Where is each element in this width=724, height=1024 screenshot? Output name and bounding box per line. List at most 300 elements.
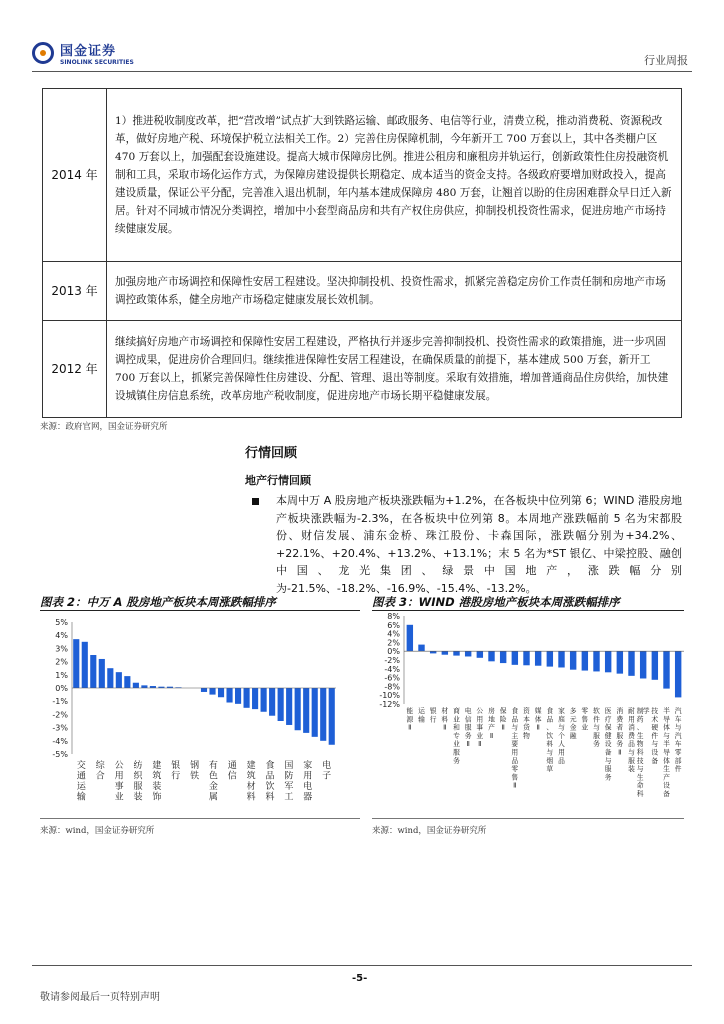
bullet-paragraph — [252, 492, 682, 597]
svg-text:品: 品 — [628, 740, 635, 749]
svg-text:用: 用 — [114, 771, 124, 782]
svg-text:钢: 钢 — [190, 761, 200, 771]
svg-text:服: 服 — [593, 731, 600, 740]
bar — [244, 688, 250, 708]
svg-text:产: 产 — [663, 773, 670, 782]
disclaimer: 敬请参阅最后一页特别声明 — [40, 992, 160, 1003]
bar — [430, 651, 436, 653]
y-tick-label: -4% — [384, 664, 400, 674]
svg-text:消: 消 — [616, 707, 624, 715]
bar — [488, 651, 494, 661]
svg-text:电: 电 — [464, 707, 472, 715]
svg-text:有: 有 — [208, 761, 218, 771]
bar — [278, 688, 284, 721]
logo-icon — [32, 42, 54, 64]
svg-text:品: 品 — [265, 771, 275, 782]
svg-text:零: 零 — [674, 748, 682, 757]
svg-text:人: 人 — [558, 740, 565, 749]
svg-text:料: 料 — [441, 715, 449, 724]
y-tick-label: -6% — [384, 673, 400, 683]
bar — [640, 651, 646, 678]
svg-text:健: 健 — [604, 731, 612, 740]
svg-text:服: 服 — [464, 723, 472, 732]
x-tick-label — [465, 706, 472, 748]
bar — [570, 651, 576, 669]
bar — [418, 645, 424, 652]
svg-text:Ⅱ: Ⅱ — [443, 723, 447, 732]
svg-text:车: 车 — [674, 740, 682, 749]
section-subtitle: 地产行情回顾 — [245, 474, 311, 487]
x-tick-label — [133, 759, 143, 803]
svg-text:业: 业 — [476, 731, 484, 740]
svg-text:险: 险 — [499, 715, 507, 724]
svg-text:电: 电 — [303, 782, 313, 792]
x-tick-label — [303, 759, 312, 803]
svg-text:导: 导 — [663, 715, 670, 724]
svg-text:防: 防 — [284, 771, 294, 782]
bar — [617, 651, 623, 673]
bar — [201, 688, 207, 692]
bar — [73, 639, 79, 688]
svg-text:业: 业 — [453, 715, 460, 724]
y-tick-label: 6% — [387, 620, 400, 630]
x-tick-label — [228, 760, 237, 782]
svg-text:信: 信 — [464, 715, 472, 724]
x-tick-label — [265, 759, 274, 803]
svg-text:输: 输 — [418, 715, 425, 724]
svg-text:品: 品 — [546, 715, 554, 724]
bar — [628, 651, 634, 676]
y-tick-label: 1% — [55, 670, 68, 680]
svg-text:、: 、 — [546, 723, 554, 732]
svg-text:Ⅱ: Ⅱ — [408, 723, 412, 732]
svg-text:多: 多 — [569, 707, 577, 715]
svg-text:服: 服 — [453, 748, 460, 757]
y-tick-label: 4% — [55, 631, 68, 641]
svg-text:、: 、 — [636, 723, 644, 732]
svg-text:技: 技 — [651, 707, 659, 715]
y-tick-label: -5% — [52, 750, 68, 759]
svg-text:织: 织 — [133, 771, 143, 782]
svg-text:医: 医 — [604, 707, 612, 715]
svg-text:通: 通 — [76, 771, 86, 782]
svg-text:家: 家 — [303, 761, 313, 771]
svg-text:物: 物 — [636, 740, 644, 749]
svg-text:科: 科 — [636, 748, 644, 757]
svg-text:消: 消 — [628, 723, 635, 732]
svg-text:用: 用 — [476, 715, 484, 724]
svg-text:务: 务 — [593, 740, 600, 749]
svg-text:疗: 疗 — [604, 715, 612, 724]
svg-text:国: 国 — [284, 761, 294, 771]
x-tick-label — [247, 759, 256, 803]
svg-text:服: 服 — [604, 765, 612, 774]
bar — [252, 688, 258, 709]
svg-text:纺: 纺 — [133, 761, 143, 771]
svg-text:与: 与 — [674, 723, 682, 732]
svg-text:食: 食 — [511, 707, 519, 715]
svg-text:设: 设 — [651, 748, 659, 757]
svg-text:体: 体 — [663, 756, 670, 765]
svg-text:铁: 铁 — [190, 771, 200, 782]
svg-text:体: 体 — [663, 723, 670, 732]
bar — [124, 676, 130, 688]
svg-text:与: 与 — [511, 723, 519, 732]
y-tick-label: 0% — [387, 647, 400, 657]
svg-text:Ⅱ: Ⅱ — [466, 740, 470, 749]
bullet-text: 本周中万 A 股房地产板块涨跌幅为+1.2%，在各板块中位列第 6；WIND 港股房地产板块涨跌幅为-2.3%，在各板块中位列第 8。本周地产涨跌幅前 5 名为宋都股份、财信发展、浦东金桥、珠江股份、卡森国际，涨跌幅分别为+34.2%、+22.1%、+20.4%、+13.2%、+13.1%；末 5 名为*ST 银亿、中梁控股、融创中国、龙光集团、绿景中国地产，涨跌幅分别为-21.5%、-18.2%、-16.9%、-15.4%、-13.2%。 — [276, 494, 682, 595]
svg-text:货: 货 — [523, 723, 530, 732]
svg-text:子: 子 — [322, 771, 332, 782]
svg-text:用: 用 — [511, 748, 519, 757]
x-tick-label — [322, 759, 331, 782]
svg-text:食: 食 — [546, 707, 554, 715]
svg-text:装: 装 — [133, 792, 143, 803]
svg-text:公: 公 — [476, 707, 484, 715]
svg-text:房: 房 — [488, 707, 495, 715]
svg-text:行: 行 — [429, 715, 437, 724]
x-tick-label — [115, 760, 124, 803]
svg-text:制: 制 — [636, 707, 644, 715]
svg-text:与: 与 — [628, 748, 635, 757]
svg-text:务: 务 — [464, 731, 472, 740]
chart-right-title: 图表 3：WIND 港股房地产板块本周涨跌幅排序 — [372, 595, 620, 609]
svg-text:饮: 饮 — [546, 731, 554, 740]
y-tick-label: -8% — [384, 682, 400, 692]
x-tick-label — [546, 706, 553, 773]
svg-text:装: 装 — [628, 765, 635, 774]
svg-text:综: 综 — [95, 761, 105, 771]
table-row — [43, 321, 682, 418]
svg-text:和: 和 — [453, 723, 460, 732]
svg-text:源: 源 — [406, 715, 414, 724]
x-tick-label — [77, 759, 87, 803]
svg-text:命: 命 — [636, 781, 644, 790]
y-tick-label: -4% — [52, 736, 68, 746]
x-tick-label — [190, 759, 199, 782]
svg-text:体: 体 — [534, 715, 542, 724]
svg-text:融: 融 — [569, 731, 577, 740]
svg-text:地: 地 — [488, 715, 495, 724]
x-tick-label — [453, 706, 460, 765]
y-tick-label: 8% — [387, 612, 400, 621]
svg-text:售: 售 — [511, 773, 519, 782]
svg-text:家: 家 — [558, 707, 565, 715]
svg-text:服: 服 — [628, 756, 635, 765]
bar — [90, 655, 96, 688]
svg-text:学: 学 — [642, 707, 650, 715]
svg-text:媒: 媒 — [534, 707, 542, 715]
svg-text:务: 务 — [604, 773, 612, 782]
svg-text:部: 部 — [674, 756, 682, 765]
svg-text:Ⅱ: Ⅱ — [536, 723, 540, 732]
svg-text:汽: 汽 — [674, 707, 682, 715]
svg-text:饰: 饰 — [152, 792, 162, 803]
svg-text:银: 银 — [429, 707, 437, 715]
policy-text: 继续搞好房地产市场调控和保障性安居工程建设，严格执行并逐步完善抑制投机、投资性需求的政策措施，进一步巩固调控成果，促进房价合理回归。继续推进保障性安居工程建设，在确保质量的前提下，基本建成 500 万套，新开工 700 万套以上，抓紧完善保障性住房建设、分配、管理、退出等制度。采取有效措施，增加普通商品住房供给，加快建设城镇住房信息系统，改革房地产税收制度，促进房地产市场长期平稳健康发展。 — [107, 321, 682, 418]
svg-text:件: 件 — [593, 715, 600, 724]
svg-text:与: 与 — [663, 731, 670, 740]
svg-text:工: 工 — [284, 792, 294, 803]
svg-text:Ⅱ: Ⅱ — [618, 748, 622, 757]
chart-right-bottom-rule — [372, 818, 684, 819]
svg-text:食: 食 — [265, 761, 275, 771]
bar — [226, 688, 232, 703]
y-tick-label: 4% — [387, 629, 400, 639]
y-tick-label: -12% — [379, 700, 400, 709]
table-row — [43, 89, 682, 262]
bar — [133, 683, 139, 688]
logo-en: SINOLINK SECURITIES — [60, 59, 134, 66]
x-tick-label — [488, 706, 495, 740]
x-tick-label — [651, 706, 658, 765]
svg-text:烟: 烟 — [546, 756, 554, 765]
bullet-icon — [252, 498, 259, 505]
svg-text:科: 科 — [636, 790, 644, 798]
bar — [535, 651, 541, 666]
y-tick-label: 5% — [55, 618, 68, 627]
svg-text:公: 公 — [114, 761, 124, 771]
svg-text:业: 业 — [453, 740, 460, 749]
svg-text:品: 品 — [511, 715, 519, 724]
svg-text:运: 运 — [76, 782, 86, 792]
bar — [303, 688, 309, 733]
svg-text:电: 电 — [322, 761, 332, 771]
x-tick-label — [500, 706, 507, 732]
x-tick-label — [616, 706, 623, 757]
svg-text:料: 料 — [265, 792, 275, 803]
svg-text:者: 者 — [616, 723, 624, 732]
svg-text:药: 药 — [636, 715, 644, 724]
svg-text:设: 设 — [604, 740, 612, 749]
logo-cn: 国金证券 — [60, 44, 117, 59]
svg-text:运: 运 — [418, 707, 425, 715]
svg-text:与: 与 — [558, 723, 565, 732]
x-tick-label — [637, 706, 650, 798]
year-cell: 2012 年 — [43, 321, 107, 418]
svg-text:用: 用 — [558, 748, 565, 757]
bar — [286, 688, 292, 725]
x-tick-label — [675, 706, 682, 773]
svg-text:硬: 硬 — [651, 723, 659, 732]
svg-text:设: 设 — [663, 781, 670, 790]
svg-text:备: 备 — [663, 790, 670, 798]
company-logo — [32, 40, 134, 66]
svg-text:器: 器 — [303, 792, 313, 803]
chart-left-rule — [40, 610, 360, 611]
svg-text:耐: 耐 — [628, 707, 635, 715]
bar — [295, 688, 301, 730]
svg-text:备: 备 — [604, 748, 612, 757]
bar — [82, 642, 88, 688]
svg-text:专: 专 — [453, 731, 460, 740]
svg-text:Ⅱ: Ⅱ — [478, 740, 482, 749]
chart-right-rule — [372, 610, 684, 611]
y-tick-label: 3% — [55, 644, 68, 654]
svg-text:术: 术 — [651, 715, 659, 724]
bar — [442, 651, 448, 655]
x-tick-label — [570, 706, 577, 740]
svg-text:费: 费 — [616, 715, 624, 724]
x-tick-label — [511, 706, 518, 790]
svg-text:信: 信 — [227, 771, 237, 782]
svg-text:导: 导 — [663, 748, 670, 757]
bar — [269, 688, 275, 716]
svg-text:产: 产 — [488, 723, 495, 732]
bar — [675, 651, 681, 697]
svg-text:本: 本 — [523, 715, 530, 724]
section-title: 行情回顾 — [245, 446, 298, 461]
x-tick-label — [663, 706, 670, 798]
svg-text:商: 商 — [453, 707, 460, 715]
x-tick-label — [523, 706, 531, 740]
bar — [235, 688, 241, 704]
table-row — [43, 262, 682, 321]
svg-text:银: 银 — [171, 761, 181, 771]
svg-text:要: 要 — [511, 740, 519, 749]
x-tick-label — [476, 707, 483, 748]
year-cell: 2013 年 — [43, 262, 107, 321]
svg-text:与: 与 — [636, 765, 644, 774]
svg-text:保: 保 — [499, 707, 507, 715]
svg-text:保: 保 — [604, 723, 612, 732]
svg-text:色: 色 — [208, 771, 218, 782]
svg-text:用: 用 — [628, 715, 635, 724]
svg-text:业: 业 — [581, 723, 589, 732]
svg-text:筑: 筑 — [246, 771, 256, 782]
svg-text:金: 金 — [208, 782, 218, 792]
x-tick-label — [284, 760, 293, 803]
report-type: 行业周报 — [644, 54, 688, 67]
y-tick-label: -2% — [52, 710, 68, 720]
bar — [453, 651, 459, 655]
bar — [209, 688, 215, 695]
svg-text:零: 零 — [581, 707, 589, 715]
svg-text:费: 费 — [628, 731, 635, 740]
svg-text:汽: 汽 — [674, 731, 682, 740]
bar — [652, 651, 658, 680]
svg-text:能: 能 — [406, 707, 414, 715]
bar — [593, 651, 599, 671]
svg-text:件: 件 — [674, 765, 682, 774]
svg-text:个: 个 — [558, 731, 565, 740]
svg-text:与: 与 — [593, 723, 600, 732]
y-tick-label: -3% — [52, 723, 68, 733]
svg-text:物: 物 — [523, 731, 530, 740]
svg-text:资: 资 — [523, 707, 530, 715]
footer-divider — [32, 965, 692, 966]
bar — [512, 651, 518, 665]
x-tick-label — [558, 706, 565, 765]
svg-text:饮: 饮 — [265, 782, 275, 792]
svg-text:军: 军 — [284, 782, 294, 792]
policy-text: 加强房地产市场调控和保障性安居工程建设。坚决抑制投机、投资性需求，抓紧完善稳定房价工作责任制和房地产市场调控政策体系，健全房地产市场稳定健康发展长效机制。 — [107, 262, 682, 321]
svg-text:半: 半 — [663, 740, 670, 749]
svg-text:售: 售 — [581, 715, 589, 724]
chart-left-source: 来源：wind，国金证券研究所 — [40, 826, 155, 836]
svg-text:与: 与 — [651, 740, 659, 749]
svg-text:软: 软 — [593, 707, 600, 715]
svg-text:建: 建 — [152, 761, 162, 771]
svg-text:备: 备 — [651, 756, 659, 765]
svg-text:Ⅱ: Ⅱ — [489, 731, 494, 740]
svg-text:品: 品 — [558, 756, 565, 765]
svg-text:与: 与 — [604, 756, 612, 765]
svg-text:输: 输 — [76, 792, 86, 803]
bar — [605, 651, 611, 672]
svg-text:生: 生 — [636, 731, 644, 740]
x-tick-label — [152, 759, 161, 803]
y-tick-label: 0% — [55, 684, 68, 693]
x-tick-label — [593, 706, 600, 748]
svg-text:务: 务 — [616, 740, 624, 749]
svg-text:事: 事 — [476, 723, 484, 732]
svg-text:品: 品 — [511, 756, 519, 765]
svg-text:行: 行 — [171, 771, 181, 782]
x-tick-label — [605, 707, 612, 781]
svg-text:半: 半 — [663, 707, 670, 715]
x-tick-label — [535, 706, 542, 732]
svg-text:材: 材 — [441, 707, 449, 715]
svg-text:用: 用 — [303, 771, 313, 782]
svg-text:业: 业 — [114, 792, 124, 803]
svg-text:料: 料 — [546, 740, 554, 749]
bar — [312, 688, 318, 737]
svg-text:交: 交 — [76, 761, 86, 771]
y-tick-label: 2% — [387, 638, 400, 648]
bar — [407, 625, 413, 651]
bar — [465, 651, 471, 656]
svg-text:零: 零 — [511, 765, 519, 774]
svg-text:与: 与 — [546, 748, 554, 757]
svg-text:服: 服 — [133, 782, 143, 792]
x-tick-label — [209, 759, 218, 803]
bar — [261, 688, 267, 712]
x-tick-label — [430, 706, 437, 723]
x-tick-label — [418, 707, 425, 723]
year-cell: 2014 年 — [43, 89, 107, 262]
bar — [329, 688, 335, 745]
y-tick-label: -2% — [384, 656, 400, 665]
table-source: 来源：政府官网，国金证券研究所 — [40, 422, 168, 432]
svg-text:建: 建 — [246, 761, 256, 771]
page-number: -5- — [352, 973, 368, 984]
svg-text:筑: 筑 — [152, 771, 162, 782]
bar — [663, 651, 669, 688]
svg-text:金: 金 — [569, 723, 577, 732]
bar — [582, 651, 588, 670]
chart-left-bottom-rule — [40, 818, 360, 819]
policy-table — [42, 88, 682, 418]
bar — [218, 688, 224, 697]
x-tick-label — [628, 706, 635, 773]
svg-text:元: 元 — [569, 715, 577, 724]
bar — [99, 659, 105, 688]
svg-text:技: 技 — [636, 756, 644, 765]
bar — [141, 685, 147, 688]
bar — [558, 651, 564, 667]
bar — [547, 651, 553, 666]
svg-text:庭: 庭 — [558, 715, 565, 724]
policy-text: 1）推进税收制度改革，把“营改增”试点扩大到铁路运输、邮政服务、电信等行业，清费立税，推动消费税、资源税改革，做好房地产税、环境保护税立法相关工作。2）完善住房保障机制，今年新开工 700 万套以上，其中各类棚户区 470 万套以上，加强配套设施建设。提高大城市保障房比例。推进公租房和廉租房并轨运行，创新政策性住房投融资机制和工具，采取市场化运作方式，为保障房建设提供长期稳定、成本适当的资金支持。各级政府要增加财政投入，提高建设质量，保证公平分配，完善准入退出机制，年内基本建成保障房 480 万套，让翘首以盼的住房困难群众早日迁入新居。针对不同城市情况分类调控，增加中小套型商品房和共有产权住房供应，抑制投机投资性需求，促进房地产市场持续健康发展。 — [107, 89, 682, 262]
bar — [523, 651, 529, 665]
x-tick-label — [441, 706, 448, 732]
svg-text:生: 生 — [663, 765, 670, 774]
svg-text:合: 合 — [95, 771, 105, 782]
chart-left-title: 图表 2：中万 A 股房地产板块本周涨跌幅排序 — [40, 595, 276, 609]
bar — [477, 651, 483, 658]
bar — [320, 688, 326, 741]
